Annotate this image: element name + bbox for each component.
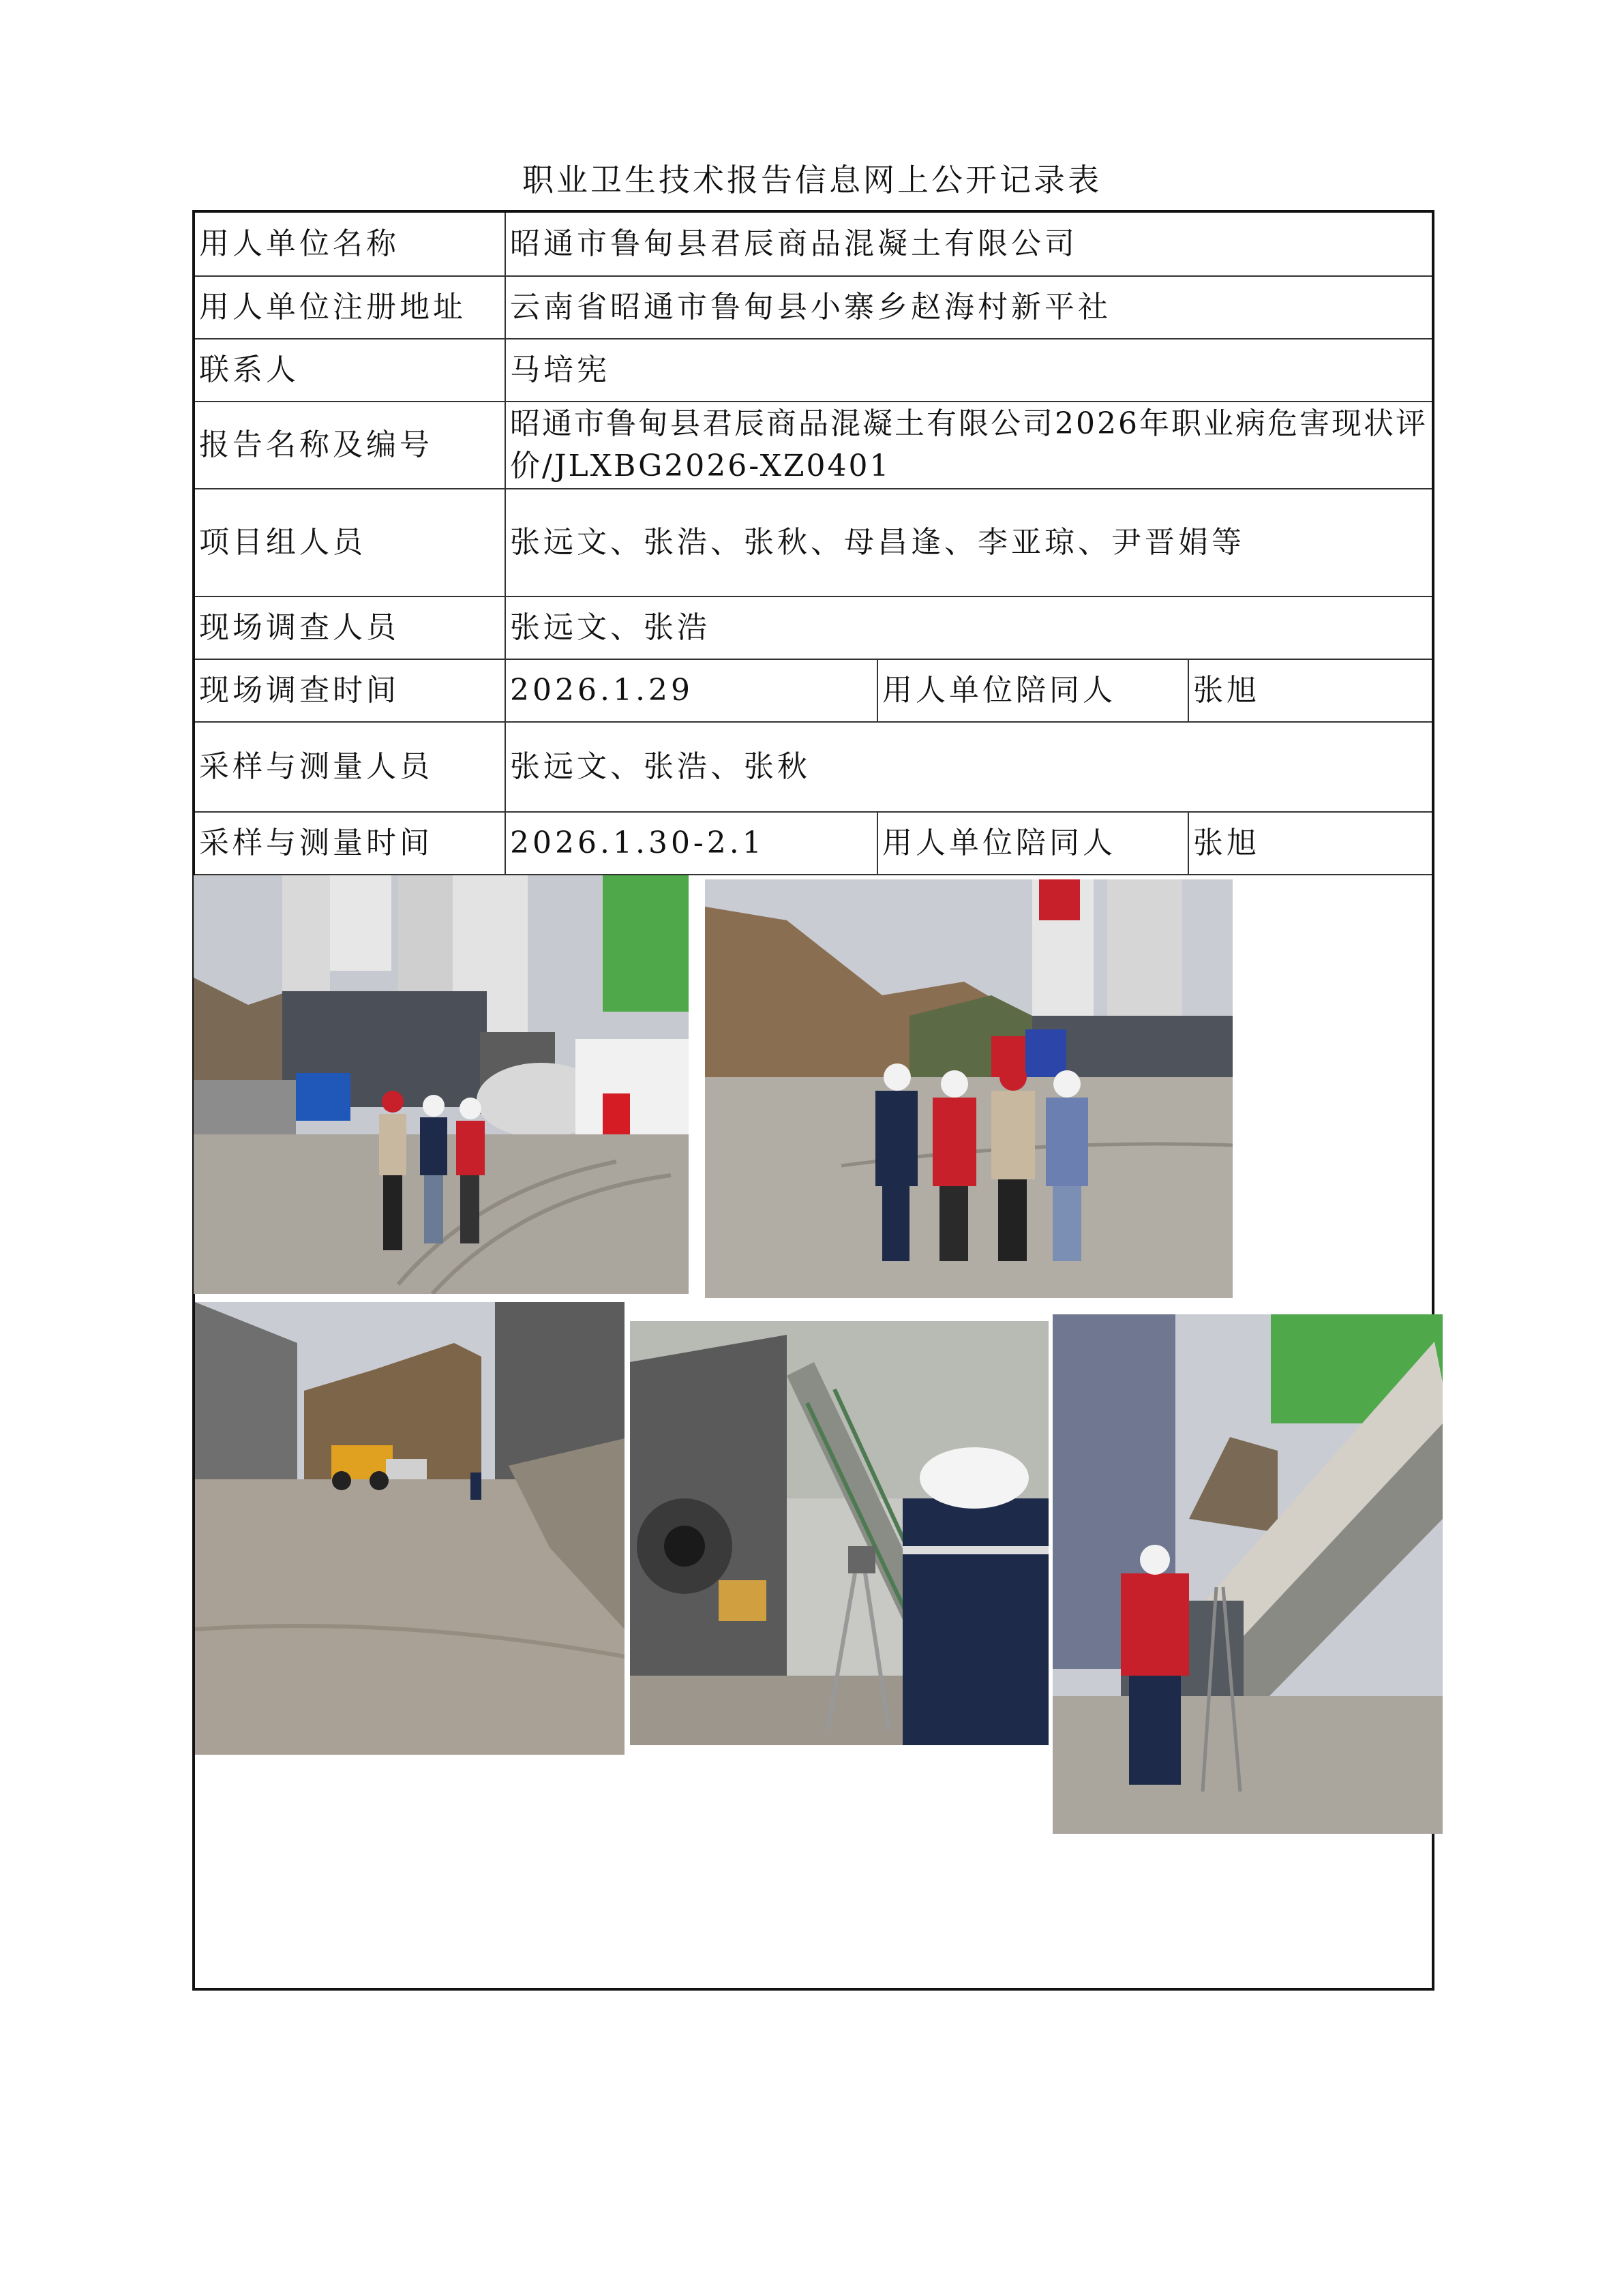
photo-staff-four	[705, 879, 1233, 1298]
photo-aggregate-yard	[195, 1302, 625, 1755]
survey-accompany-label: 用人单位陪同人	[878, 660, 1189, 721]
survey-accompany-value: 张旭	[1193, 673, 1260, 708]
row-project-team	[195, 489, 1432, 597]
employer-name-label: 用人单位名称	[195, 213, 506, 275]
sampling-staff-value: 张远文、张浩、张秋	[510, 749, 811, 784]
sampling-time-label: 采样与测量时间	[195, 813, 506, 874]
employer-address-label: 用人单位注册地址	[195, 277, 506, 338]
row-report	[195, 402, 1432, 489]
survey-staff-label: 现场调查人员	[195, 597, 506, 659]
sampling-accompany-value: 张旭	[1193, 826, 1260, 860]
survey-time-value: 2026.1.29	[506, 660, 878, 721]
row-sampling-staff	[195, 723, 1432, 813]
sampling-accompany-label: 用人单位陪同人	[878, 813, 1189, 874]
photo-mixer-measurement	[630, 1321, 1049, 1745]
photo-conveyor-measurement	[1053, 1314, 1443, 1834]
page-title: 职业卫生技术报告信息网上公开记录表	[522, 162, 1102, 198]
report-label: 报告名称及编号	[195, 402, 506, 488]
contact-value: 马培宪	[510, 352, 610, 387]
row-survey-time	[195, 660, 1432, 723]
project-team-value: 张远文、张浩、张秋、母昌逢、李亚琼、尹晋娟等	[510, 525, 1245, 560]
photo-plant-group	[194, 875, 689, 1294]
row-employer-name	[195, 213, 1432, 277]
employer-address-value: 云南省昭通市鲁甸县小寨乡赵海村新平社	[510, 290, 1111, 324]
contact-label: 联系人	[195, 339, 506, 401]
project-team-label: 项目组人员	[195, 489, 506, 596]
sampling-time-value: 2026.1.30-2.1	[506, 813, 878, 874]
row-sampling-time	[195, 813, 1432, 875]
survey-time-label: 现场调查时间	[195, 660, 506, 721]
report-value: 昭通市鲁甸县君辰商品混凝土有限公司2026年职业病危害现状评价/JLXBG2026-XZ0401	[510, 406, 1428, 483]
row-employer-address	[195, 277, 1432, 339]
sampling-staff-label: 采样与测量人员	[195, 723, 506, 811]
row-contact	[195, 339, 1432, 402]
survey-staff-value: 张远文、张浩	[510, 610, 710, 645]
employer-name-value: 昭通市鲁甸县君辰商品混凝土有限公司	[510, 226, 1078, 261]
row-survey-staff	[195, 597, 1432, 660]
